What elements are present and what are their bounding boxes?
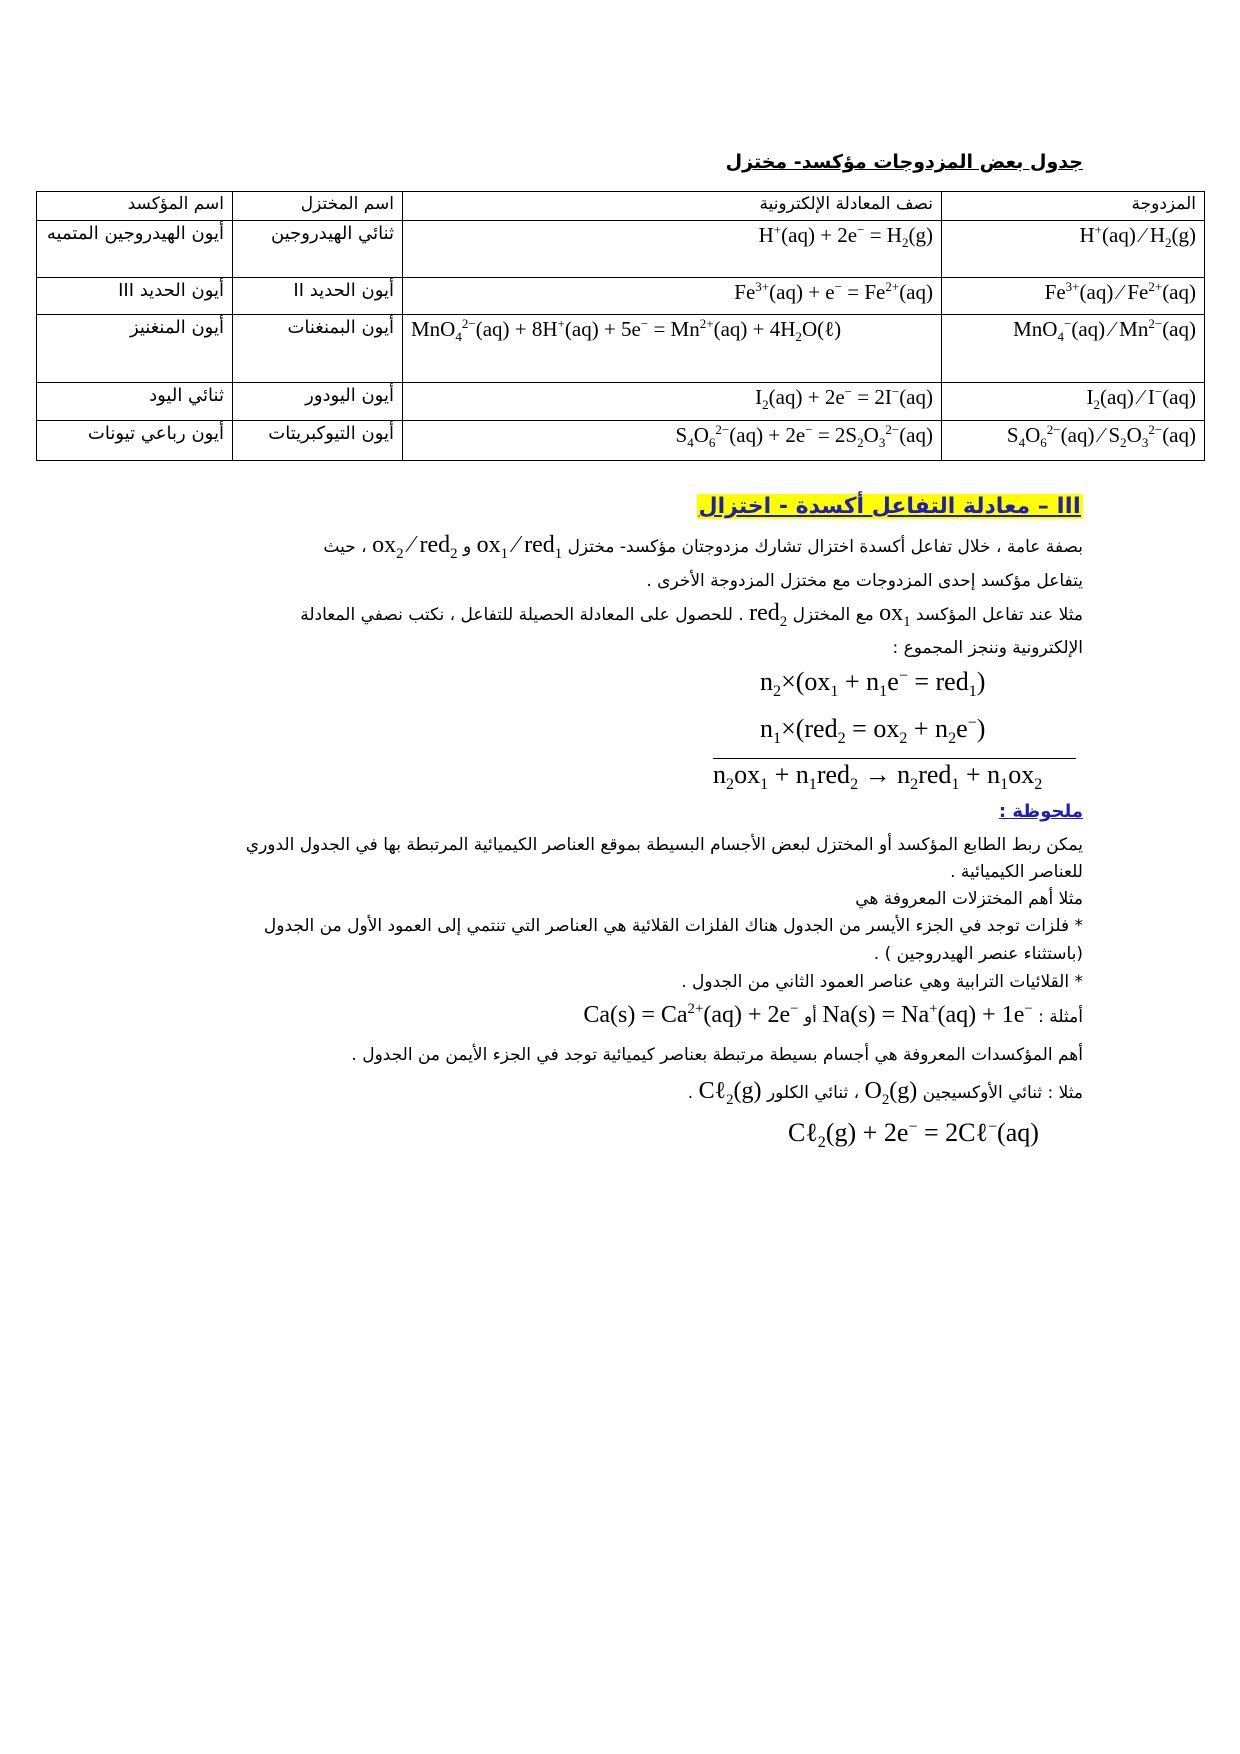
paragraph-line: الإلكترونية وننجز المجموع : xyxy=(892,638,1083,658)
oxidant-name: ثنائي اليود xyxy=(37,383,233,421)
note-line xyxy=(150,1000,1083,1032)
text-span: مثلا عند تفاعل المؤكسد xyxy=(915,605,1083,625)
chlorine-formula: Cℓ$_2$(g) xyxy=(698,1078,762,1108)
overall-equation: $n_2ox_1 + n_1red_2 \to n_2red_1 + n_1ox_2$ xyxy=(713,760,1043,794)
note-heading: ملحوظة : xyxy=(998,801,1083,822)
couple-cell: $I_2(aq)$ ⁄ I−(aq) xyxy=(942,383,1205,421)
sodium-equation: Na(s) = Na+(aq) + 1e− xyxy=(822,1001,1033,1028)
note-line: أهم المؤكسدات المعروفة هي أجسام بسيطة مرتبطة بعناصر كيميائية توجد في الجزء الأيمن من الجدول . xyxy=(351,1045,1083,1065)
oxidant-name: أيون رباعي تيونات xyxy=(37,421,233,461)
paragraph-line: يتفاعل مؤكسد إحدى المزدوجات مع مختزل المزدوجة الأخرى . xyxy=(646,571,1083,591)
paragraph-line xyxy=(150,598,1083,630)
oxygen-formula: $O_2(g)$ xyxy=(864,1078,918,1108)
oxidant-name: أيون المنغنيز xyxy=(37,315,233,383)
note-line: * فلزات توجد في الجزء الأيسر من الجدول هناك الفلزات القلائية هي العناصر التي تنتمي إلى العمود الأول من الجدول xyxy=(263,916,1083,936)
sum-divider xyxy=(713,758,1076,759)
note-line: مثلا أهم المختزلات المعروفة هي xyxy=(855,889,1083,909)
table-title: جدول بعض المزدوجات مؤكسد- مختزل xyxy=(725,151,1083,173)
calcium-equation: $Ca(s) = Ca^{2+}(aq) + 2e^-$ xyxy=(583,1001,799,1028)
header-reductant: اسم المختزل xyxy=(233,192,403,221)
paragraph-line xyxy=(150,530,1083,562)
reductant-name: أيون الحديد II xyxy=(233,278,403,315)
chlorine-half-equation: Cℓ$_2$(g) + 2e− = 2Cℓ−(aq) xyxy=(788,1118,1039,1152)
oxidant-name: أيون الحديد III xyxy=(37,278,233,315)
header-couple: المزدوجة xyxy=(942,192,1205,221)
table-row xyxy=(37,278,1205,315)
oxidant-name: أيون الهيدروجين المتميه xyxy=(37,221,233,278)
couple-2-formula: $ox_2$ ⁄ red$_2$ xyxy=(372,532,458,562)
half-equation-cell: $Fe^{3+}(aq) + e^- = Fe^{2+}(aq)$ xyxy=(403,278,942,315)
text-span: ، ثنائي الكلور xyxy=(766,1083,860,1103)
text-span: . xyxy=(687,1083,694,1103)
header-oxidant: اسم المؤكسد xyxy=(37,192,233,221)
reductant-name: ثنائي الهيدروجين xyxy=(233,221,403,278)
table-row xyxy=(37,221,1205,278)
half-equation-cell: $I_2(aq) + 2e^- = 2I^-(aq)$ xyxy=(403,383,942,421)
note-line: (باستثناء عنصر الهيدروجين ) . xyxy=(873,944,1083,964)
reductant-formula: red$_2$ xyxy=(749,600,788,630)
half-equation-cell: $S_4O_6^{2-}(aq) + 2e^- = 2S_2O_3^{2-}(aq)$ xyxy=(403,421,942,461)
table-row xyxy=(37,421,1205,461)
table-row xyxy=(37,315,1205,383)
couple-cell: MnO$_4$−(aq) ⁄ $Mn^{2-}(aq)$ xyxy=(942,315,1205,383)
note-line: للعناصر الكيميائية . xyxy=(950,862,1083,882)
couple-cell: $S_4O_6^{2-}(aq)$ ⁄ $S_2O_3^{2-}(aq)$ xyxy=(942,421,1205,461)
text-span: أمثلة : xyxy=(1038,1007,1083,1027)
text-span: . للحصول على المعادلة الحصيلة للتفاعل ، نكتب نصفي المعادلة xyxy=(300,605,744,625)
text-span: أو xyxy=(803,1007,817,1027)
half-equation-cell: $MnO_4^{2-}(aq) + 8H^+(aq) + 5e^- = Mn^{2+}(aq)$ + $4H_2O(\ell)$ xyxy=(403,315,942,383)
text-span: ، حيث xyxy=(323,537,367,557)
half-equation-1: $n_2\times(ox_1 + n_1e^- = red_1)$ xyxy=(760,667,986,701)
oxidant-formula: $ox_1$ xyxy=(879,600,911,630)
couple-1-formula: $ox_1$ ⁄ red$_1$ xyxy=(476,532,563,562)
table-row xyxy=(37,383,1205,421)
reductant-name: أيون اليودور xyxy=(233,383,403,421)
note-line: يمكن ربط الطابع المؤكسد أو المختزل لبعض الأجسام البسيطة بموقع العناصر الكيميائية المرتبطة بها في الجدول الدوري xyxy=(245,835,1083,855)
text-span: و xyxy=(463,537,472,557)
header-half-equation: نصف المعادلة الإلكترونية xyxy=(403,192,942,221)
couple-cell: $Fe^{3+}(aq)$ ⁄ $Fe^{2+}(aq)$ xyxy=(942,278,1205,315)
text-span: مع المختزل xyxy=(792,605,874,625)
half-equation-cell: $H^+(aq) + 2e^- = H_2(g)$ xyxy=(403,221,942,278)
reductant-name: أيون التيوكبريتات xyxy=(233,421,403,461)
note-line: * القلائيات الترابية وهي عناصر العمود الثاني من الجدول . xyxy=(681,972,1083,992)
note-line xyxy=(150,1076,1083,1108)
text-span: بصفة عامة ، خلال تفاعل أكسدة اختزال تشارك مزدوجتان مؤكسد- مختزل xyxy=(567,537,1083,557)
half-equation-2: $n_1\times(red_2 = ox_2 + n_2e^-)$ xyxy=(760,714,986,748)
redox-couples-table xyxy=(36,191,1205,461)
reductant-name: أيون البمنغنات xyxy=(233,315,403,383)
text-span: مثلا : ثنائي الأوكسيجين xyxy=(922,1083,1083,1103)
table-header-row xyxy=(37,192,1205,221)
couple-cell: H+(aq) ⁄ $H_2(g)$ xyxy=(942,221,1205,278)
section-heading: III – معادلة التفاعل أكسدة - اختزال xyxy=(698,494,1081,519)
